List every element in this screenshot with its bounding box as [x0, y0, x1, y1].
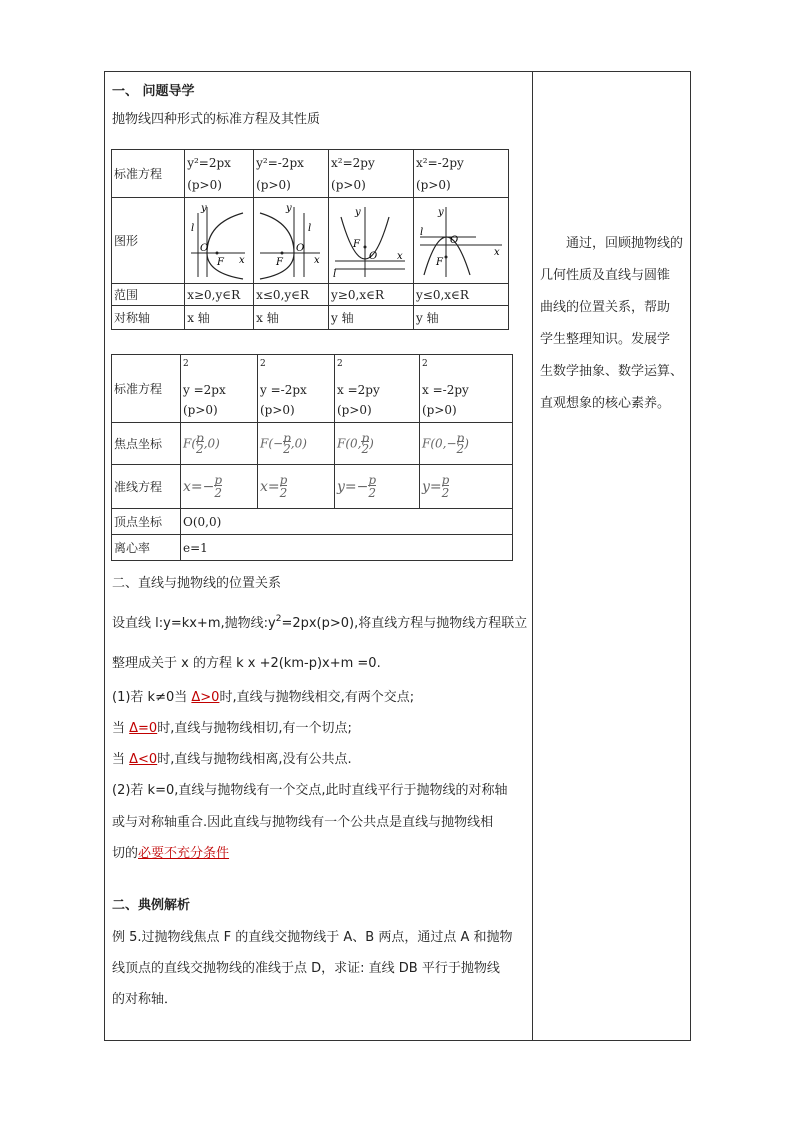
t2-label-directrix: 准线方程: [112, 465, 181, 509]
svg-text:O: O: [450, 234, 459, 246]
parabola-down-graph: [416, 201, 506, 281]
t1-graph-1: [185, 198, 254, 284]
t1-label-graph: 图形: [112, 198, 185, 284]
t2-label-focus: 焦点坐标: [112, 423, 181, 465]
sidebar-note: [540, 228, 685, 420]
example-line1: 例 5.过抛物线焦点 F 的直线交抛物线于 A、B 两点，通过点 A 和抛物: [112, 930, 513, 945]
svg-text:x: x: [494, 246, 500, 258]
t1-eq-4: x²=-2py (p>0): [414, 150, 509, 198]
svg-text:O: O: [369, 250, 378, 262]
svg-text:y: y: [355, 206, 361, 218]
t1-eq-2: y²=-2px (p>0): [254, 150, 329, 198]
sidebar-line: 学生整理知识。发展学: [540, 332, 671, 347]
sidebar-line: 几何性质及直线与圆锥: [540, 268, 671, 283]
sidebar-line: 通过，回顾抛物线的: [540, 236, 684, 251]
t2-label-vertex: 顶点坐标: [112, 509, 181, 535]
example-line3: 的对称轴．: [112, 992, 178, 1007]
t2-eq-4: $^2$ x =-2py (p>0): [420, 355, 513, 423]
t2-eq-3: $^2$ x =2py (p>0): [335, 355, 420, 423]
case1: (1)若 k≠0当 Δ>0时,直线与抛物线相交,有两个交点;: [112, 690, 415, 705]
svg-text:y: y: [201, 202, 207, 214]
svg-text:x: x: [397, 250, 403, 262]
svg-text:l: l: [333, 268, 337, 280]
section1-heading: 一、 问题导学: [112, 84, 195, 99]
t2-eccentricity: e=1: [181, 535, 513, 561]
t2-focus-4: F(0,−p 2): [420, 423, 513, 465]
t2-focus-2: F(−p 2,0): [258, 423, 335, 465]
section2-heading: 二、直线与抛物线的位置关系: [112, 576, 282, 591]
svg-text:F: F: [436, 256, 443, 268]
case2: 当 Δ=0时,直线与抛物线相切,有一个切点;: [112, 721, 352, 736]
t1-axis-1: x 轴: [185, 306, 254, 330]
case4-line3: 切的必要不充分条件: [112, 846, 230, 861]
t1-axis-3: y 轴: [329, 306, 414, 330]
svg-text:O: O: [296, 242, 305, 254]
svg-text:O: O: [200, 242, 209, 254]
case4-line2: 或与对称轴重合.因此直线与抛物线有一个公共点是直线与抛物线相: [112, 815, 494, 830]
properties-table-1: [111, 149, 509, 330]
t1-range-4: y≤0,x∈R: [414, 284, 509, 306]
t2-directrix-3: $y=-\frac{p}{2}$: [335, 465, 420, 509]
section2-line1: 设直线 l:y=kx+m,抛物线$:y^2=2px(p>0)$,将直线方程与抛物线方程联立: [112, 614, 528, 631]
t2-eq-1: $^2$ y =2px (p>0): [181, 355, 258, 423]
parabola-up-graph: [331, 201, 409, 281]
t1-graph-3: [329, 198, 414, 284]
t1-axis-4: y 轴: [414, 306, 509, 330]
column-divider: [532, 71, 533, 1041]
svg-text:y: y: [438, 206, 444, 218]
t1-eq-3: x²=2py (p>0): [329, 150, 414, 198]
t2-directrix-4: $y=\frac{p}{2}$: [420, 465, 513, 509]
t2-vertex: O(0,0): [181, 509, 513, 535]
t1-range-3: y≥0,x∈R: [329, 284, 414, 306]
parabola-right-graph: [187, 201, 249, 281]
svg-text:l: l: [191, 222, 195, 234]
svg-text:y: y: [286, 202, 292, 214]
sidebar-line: 曲线的位置关系，帮助: [540, 300, 671, 315]
svg-text:F: F: [217, 256, 225, 268]
t1-eq-1: y²=2px (p>0): [185, 150, 254, 198]
t1-label-axis: 对称轴: [112, 306, 185, 330]
svg-text:l: l: [308, 222, 312, 234]
t2-focus-1: F(p 2,0): [181, 423, 258, 465]
t1-label-equation: 标准方程: [112, 150, 185, 198]
example-line2: 线顶点的直线交抛物线的准线于点 D，求证: 直线 DB 平行于抛物线: [112, 961, 500, 976]
t1-graph-4: [414, 198, 509, 284]
t1-axis-2: x 轴: [254, 306, 329, 330]
properties-table-2: [111, 354, 513, 561]
t2-label-equation: 标准方程: [112, 355, 181, 423]
t1-range-1: x≥0,y∈R: [185, 284, 254, 306]
section1-subtitle: 抛物线四种形式的标准方程及其性质: [112, 112, 321, 127]
sidebar-line: 直观想象的核心素养。: [540, 396, 671, 411]
t2-directrix-1: $x=-\frac{p}{2}$: [181, 465, 258, 509]
svg-text:l: l: [420, 226, 424, 238]
section3-heading: 二、典例解析: [112, 898, 191, 913]
svg-text:x: x: [239, 254, 245, 266]
svg-text:F: F: [276, 256, 284, 268]
svg-text:F: F: [353, 238, 360, 250]
t2-label-eccentricity: 离心率: [112, 535, 181, 561]
t1-label-range: 范围: [112, 284, 185, 306]
t2-focus-3: F(0,p 2): [335, 423, 420, 465]
svg-text:x: x: [314, 254, 320, 266]
parabola-left-graph: [256, 201, 324, 281]
sidebar-line: 生数学抽象、数学运算、: [540, 364, 684, 379]
t1-graph-2: [254, 198, 329, 284]
section2-line2: 整理成关于 x 的方程 k x +2(km-p)x+m =0.: [112, 656, 381, 671]
t2-eq-2: $^2$ y =-2px (p>0): [258, 355, 335, 423]
case4-line1: (2)若 k=0,直线与抛物线有一个交点,此时直线平行于抛物线的对称轴: [112, 783, 508, 798]
t2-directrix-2: $x=\frac{p}{2}$: [258, 465, 335, 509]
case3: 当 Δ<0时,直线与抛物线相离,没有公共点.: [112, 752, 352, 767]
t1-range-2: x≤0,y∈R: [254, 284, 329, 306]
